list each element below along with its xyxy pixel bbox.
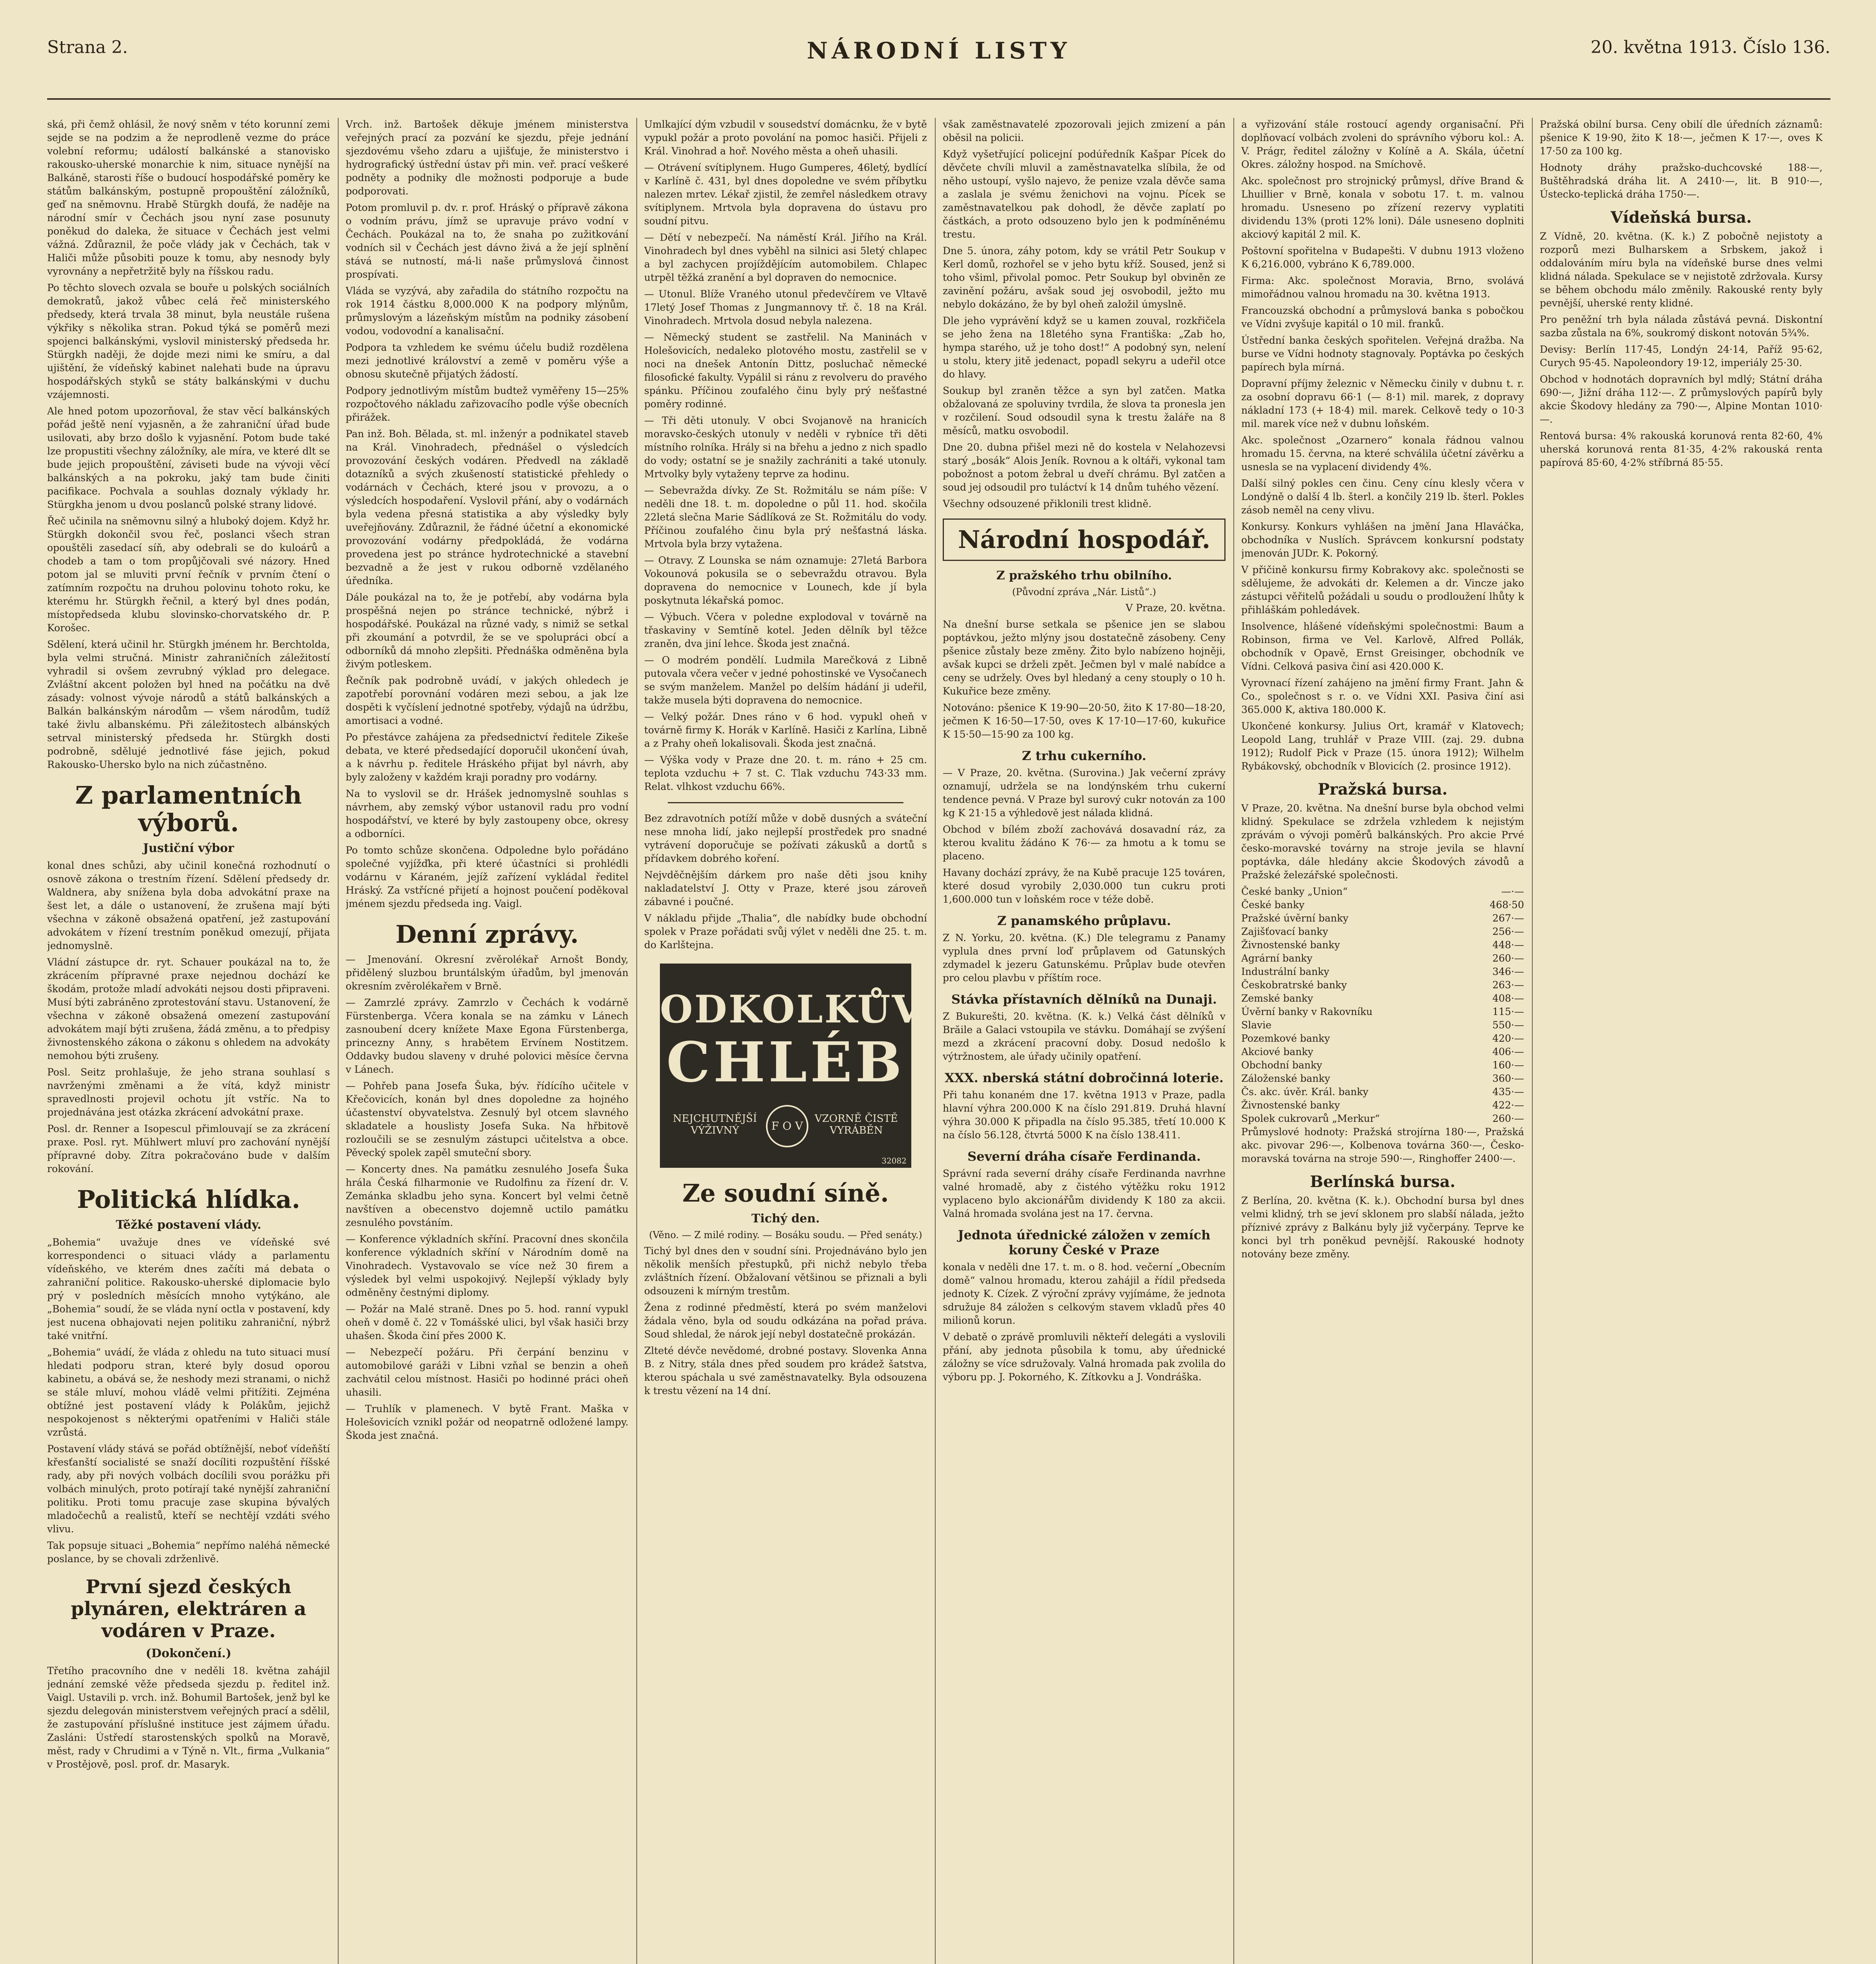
article-paragraph: Na to vyslovil se dr. Hrášek jednomyslně souhlas s návrhem, aby zemský výbor ustanovil radu pro vodní hospodářství, ve které by byly zastoupeny obce, okresy a odborníci. [346, 788, 628, 839]
bursa-price: 448·— [1492, 939, 1524, 951]
bursa-security-name: České banky [1241, 899, 1304, 911]
article-paragraph: Obchod v hodnotách dopravních byl mdlý; Státní dráha 690·—, Jižní dráha 112·—. Z průmyslových papírů byly akcie Škodovy hledány za 790·—, Alpine Montan 1010·—. [1540, 374, 1823, 425]
bursa-row [1241, 912, 1524, 925]
article-paragraph: — Pohřeb pana Josefa Šuka, býv. řídícího učitele v Křečovicích, konán byl dnes dopoledne za hojného účastenství obyvatelstva. Zesnulý byl otcem slavného skladatele a houslisty Josefa Suka. Na hřbitově rozloučili se se zesnulým zástupci učitelstva a obce. Pěvecký spolek zapěl smuteční sbory. [346, 1080, 628, 1158]
article-paragraph: Na dnešní burse setkala se pšenice jen se slabou poptávkou, ježto mlýny jsou dostatečně zásobeny. Ceny pšenice zůstaly beze změny. Žito bylo nabízeno hojněji, avšak kupci se drželi zpět. Ječmen byl v malé nabídce a ceny se udržely. Oves byl hledaný a ceny stouply o 10 h. Kukuřice beze změny. [943, 619, 1226, 697]
article-paragraph: — Truhlík v plamenech. V bytě Frant. Maška v Holešovicích vznikl požár od neopatrně odložené lampy. Škoda jest značná. [346, 1403, 628, 1441]
article-paragraph: — V Praze, 20. května. (Surovina.) Jak večerní zprávy oznamují, udržela se na londýnském trhu cukerní tendence pevná. V Praze byl surový cukr notován za 100 kg K 21·15 a výhledově jest nálada klidná. [943, 767, 1226, 819]
article-paragraph: Tak popsuje situaci „Bohemia“ nepřímo naléhá německé poslance, by se chovali zdrženlivě. [47, 1540, 330, 1565]
bursa-row [1241, 1099, 1524, 1112]
article-paragraph: — O modrém pondělí. Ludmila Marečková z Libně putovala včera večer v jedné pohostinské ve Vysočanech se svým manželem. Manžel po delším hádání ji udeřil, takže musela býti dopravena do nemocnice. [644, 654, 927, 706]
article-paragraph: Třetího pracovního dne v neděli 18. května zahájil jednání zemské věže předseda sjezdu p. ředitel inž. Vaigl. Ustavili p. vrch. inž. Bohumil Bartošek, jenž byl ke sjezdu delegován ministerstvem veřejných prací a sdělil, že zastupování příslušné instituce jest zájmem úřadu. Zasláni: Ústředí starostenských spolků na Moravě, měst, rady v Chrudimi a v Týně n. Vlt., firma „Vulkania“ v Prostějově, posl. prof. dr. Masaryk. [47, 1665, 330, 1770]
article-paragraph: Ale hned potom upozorňoval, že stav věcí balkánských pořád ještě není vyjasněn, a že zahraniční úřad bude usilovati, aby brzo došlo k vyjasnění. Potom bude také lze propustiti všechny záložníky, ale míra, ve které dlt se bude jejich propouštění, záviseti bude na vývoji věcí balkánských a na pokroku, jaký tam bude činiti pacifikace. Pochvala a souhlas doznaly výklady hr. Stürgkha jenom u dvou poslanců polské strany lidové. [47, 405, 330, 510]
bursa-row [1241, 885, 1524, 898]
article-paragraph: Řeč učinila na sněmovnu silný a hluboký dojem. Když hr. Stürgkh dokončil svou řeč, poslanci všech stran opouštěli zasedací síň, aby odebrali se do kuloárů a chodeb a tam o tom propůjčovali své názory. Hned potom jal se mluviti první řečník v prvním čtení o zatímním rozpočtu na druhou polovinu tohoto roku, ke kterému hr. Stürgkh řečnil, a který byl dnes podán, místopředseda klubu slovinsko-chorvatského dr. P. Korošec. [47, 515, 330, 634]
article-paragraph: konal dnes schůzi, aby učinil konečná rozhodnutí o osnově zákona o trestním řízení. Sdělení předsedy dr. Waldnera, aby snížena byla doba advokátní praxe na šest let, a dále o ustanovení, že zrušena mají býti všechna v zákoně obsažená opatření, jež zastupování advokátem v řízení trestním poněkud omezují, přijata jednomyslně. [47, 860, 330, 951]
section-heading-sjezd: První sjezd českých plynáren, elektráren a vodáren v Praze. [71, 1576, 306, 1642]
bursa-price: 260·— [1492, 1113, 1524, 1124]
bursa-row [1241, 1112, 1524, 1125]
article-paragraph: — Výška vody v Praze dne 20. t. m. ráno + 25 cm. teplota vzduchu + 7 st. C. Tlak vzduchu 743·33 mm. Relat. vlhkost vzduchu 66%. [644, 754, 927, 792]
article-paragraph: V Praze, 20. května. Na dnešní burse byla obchod velmi klidný. Spekulace se zdržela vzhledem k nejistým zprávám o vývoji poměrů balkánských. Pro akcie Prvé česko-moravské továrny na stroje jevila se hlavní poptávka, dále hledány akcie Škodových závodů a Pražské železářské společnosti. [1241, 802, 1524, 881]
bursa-price: 435·— [1492, 1086, 1524, 1097]
article-paragraph: — Dětí v nebezpečí. Na náměstí Král. Jiřího na Král. Vinohradech byl dnes vyběhl na silnici asi 5letý chlapec a byl zachycen projíždějícím automobilem. Chlapec utrpěl těžká zranění a byl dopraven do nemocnice. [644, 232, 927, 283]
article-paragraph: Postavení vlády stává se pořád obtížnější, neboť vídeňští křesťanští socialisté se snaží docíliti rozpuštění říšské rady, aby při nových volbách docílili svou porážku při volbách minulých, proto potírají také nynější zahraniční politiku. Proti tomu pracuje zase skupina bývalých mladočechů a realistů, kteří se nechtějí vzdáti svého vlivu. [47, 1443, 330, 1535]
bursa-row [1241, 938, 1524, 952]
article-paragraph: Podpora ta vzhledem ke svému účelu budiž rozdělena mezi jednotlivé království a země v poměru výše a obnosu skutečně přijatých žádostí. [346, 342, 628, 380]
article-paragraph: Obchod v bílém zboží zachovává dosavadní ráz, za kterou kvalitu žádáno K 76·— za hmotu a k tomu se placeno. [943, 824, 1226, 862]
article-paragraph: Firma: Akc. společnost Moravia, Brno, svolává mimořádnou valnou hromadu na 30. května 1913. [1241, 275, 1524, 300]
bursa-security-name: Zemské banky [1241, 993, 1313, 1004]
subheading: Justiční výbor [143, 841, 234, 855]
bursa-security-name: Pražské úvěrní banky [1241, 912, 1348, 924]
page-header [47, 37, 1830, 81]
bursa-row [1241, 1072, 1524, 1085]
masthead-title: NÁRODNÍ LISTY [807, 37, 1071, 64]
article-paragraph: Všechny odsouzené přiklonili trest klidně. [943, 498, 1152, 509]
subheading: Z trhu cukerního. [1022, 748, 1147, 763]
article-paragraph: Francouzská obchodní a průmyslová banka s pobočkou ve Vídni zvyšuje kapitál o 10 mil. franků. [1241, 305, 1524, 330]
article-paragraph: Správní rada severní dráhy císaře Ferdinanda navrhne valné hromadě, aby z čistého výtěžku roku 1912 vyplaceno bylo akcionářům dividendy K 180 za akcii. Valná hromada svolána jest na 17. června. [943, 1168, 1226, 1219]
article-paragraph: Vrch. inž. Bartošek děkuje jménem ministerstva veřejných prací za pozvání ke sjezdu, přeje jednání sjezdovému všeho zdaru a ujišťuje, že ministerstvo i hydrografický ústřední ústav při min. veř. prací veškeré podněty a podniky dle možnosti podporuje a bude podporovati. [346, 119, 628, 197]
article-paragraph: Dle jeho vyprávění když se u kamen zouval, rozkřičela se jeho žena na 18letého syna Františka: „Zab ho, hympa starého, už je toho dost!“ A podobný syn, nelení u stolu, ktery jitě jedenact, popadl sekyru a udeřil otce do hlavy. [943, 315, 1226, 380]
article-paragraph: Tichý byl dnes den v soudní síni. Projednáváno bylo jen několik menších přestupků, při nichž nebylo třeba zvláštních řízení. Obžalovaní většinou se přiznali a byli odsouzeni k mírným trestům. [644, 1245, 927, 1297]
ad-product: CHLÉB [666, 1030, 905, 1095]
article-paragraph: Bez zdravotních potíží může v době dusných a sváteční nese mnoha lidí, jako nejlepší prostředek pro snadné vytrávení doporučuje se požívati zákusků a dortů s přídavkem dobrého koření. [644, 813, 927, 864]
article-paragraph: V přičině konkursu firmy Kobrakovy akc. společnosti se sdělujeme, že advokáti dr. Kelemen a dr. Vincze jako zástupci věřitelů požádali u soudu o prodloužení lhůty k přihláškám pohledávek. [1241, 564, 1524, 616]
column-1 [47, 118, 330, 1964]
article-paragraph: Další silný pokles cen činu. Ceny cínu klesly včera v Londýně o další 4 lb. šterl. a končily 219 lb. šterl. Pokles zásob neměl na ceny vlivu. [1241, 478, 1524, 516]
column-6 [1540, 118, 1823, 1964]
column-divider [1532, 118, 1533, 1964]
subheading-berlinska-bursa: Berlínská bursa. [1310, 1173, 1456, 1191]
bursa-row [1241, 898, 1524, 912]
article-paragraph: Vyrovnací řízení zahájeno na jmění firmy Frant. Jahn & Co., společnost s r. o. ve Vídni XXI. Pasiva činí asi 365.000 K, aktiva 180.000 K. [1241, 677, 1524, 715]
article-paragraph: a vyřizování stále rostoucí agendy organisační. Při doplňovací volbách zvoleni do správního výboru kol.: A. V. Prágr, ředitel záložny v Kolíně a A. Skála, účetní Okres. záložny hospod. na Smíchově. [1241, 119, 1524, 170]
section-heading-denni-zpravy: Denní zprávy. [395, 920, 579, 949]
section-box [943, 518, 1226, 561]
bursa-security-name: Akciové banky [1241, 1046, 1314, 1057]
article-paragraph: Soukup byl zraněn těžce a syn byl zatčen. Matka obžalovaná ze spoluviny tvrdila, že slova ta pronesla jen v rozčilení. Soud odsoudil syna k trestu žaláře na 8 měsíců, matku osvobodil. [943, 385, 1226, 436]
bursa-row [1241, 1032, 1524, 1045]
bursa-row [1241, 925, 1524, 938]
article-paragraph: Z Berlína, 20. května (K. k.). Obchodní bursa byl dnes velmi klidný, trh se jeví sklonem pro slabší nálada, ježto příznivé zprávy z Balkánu byly již vyčerpány. Teprve ke konci byl trh poněkud pevnější. Rakouské hodnoty notovány beze změny. [1241, 1195, 1524, 1260]
article-paragraph: Pan inž. Boh. Bělada, st. ml. inženýr a podnikatel staveb na Král. Vinohradech, přednášel o výsledcích provozování českých vodáren. Předvedl na základě dotazníků a svých zkušeností statistické přehledy o vodárnách v Čechách, které jsou v provozu, a o výsledcích hospodaření. Vyslovil přání, aby o vodárnách byla vedena přesná statistika a aby výsledky byly uveřejňovány. Zdůraznil, že řádné účetní a ekonomické provozování vodárny předpokládá, že vodárna provedena jest po stránce hydrotechnické a stavební bezvadně a že jest v rukou odborně vzdělaného úředníka. [346, 428, 628, 586]
bursa-price: 408·— [1492, 993, 1524, 1004]
article-paragraph: Po tomto schůze skončena. Odpoledne bylo pořádáno společné vyjížďka, při které účastníci si prohlédli vodárnu v Káraném, jejíž zařízení vykládal ředitel Hráský. Za vstřícné přijetí a hojnost poučení poděkoval jménem sjezdu předseda ing. Vaigl. [346, 845, 628, 909]
article-paragraph: Z Bukurešti, 20. května. (K. k.) Velká část dělníků v Brăile a Galaci vstoupila ve stávku. Domáhají se zvýšení mezd a zkrácení pracovní doby. Dosud nedošlo k výtržnostem, ale úřady učinily opatření. [943, 1011, 1226, 1062]
article-paragraph: Při tahu konaném dne 17. května 1913 v Praze, padla hlavní výhra 200.000 K na číslo 291.819. Druhá hlavní výhra 30.000 K připadla na číslo 95.385, třetí 10.000 K na číslo 56.128, čtvrtá 5000 K na číslo 138.411. [943, 1089, 1226, 1141]
article-paragraph: — Konference výkladních skříní. Pracovní dnes skončila konference výkladních skříní v Národním domě na Vinohradech. Vystavovalo se více než 30 firem a výsledek byl velmi uspokojivý. Nejlepší výklady byly odměněny čestnými diplomy. [346, 1233, 628, 1298]
subheading: XXX. nberská státní dobročinná loterie. [944, 1070, 1224, 1085]
article-paragraph: Devisy: Berlín 117·45, Londýn 24·14, Paříž 95·62, Curych 95·45. Napoleondory 19·12, imperiály 25·30. [1540, 344, 1823, 368]
separator [668, 802, 903, 803]
bursa-security-name: Industrální banky [1241, 966, 1330, 977]
ad-emblem-icon [766, 1105, 808, 1147]
issue-date: 20. května 1913. Číslo 136. [1590, 37, 1830, 57]
bursa-price: 420·— [1492, 1033, 1524, 1044]
bursa-row [1241, 1045, 1524, 1059]
article-paragraph: Insolvence, hlášené vídeňskými společnostmi: Baum a Robinson, firma ve Vel. Karlově, Alfred Pollák, obchodník v Opavě, Ernst Greisinger, obchodník ve Vídni. Celková pasiva činí asi 420.000 K. [1241, 621, 1524, 672]
article-paragraph: — Zamrzlé zprávy. Zamrzlo v Čechách k vodárně Fürstenberga. Včera konala se na zámku v Lánech zasnoubení dcery knížete Maxe Egona Fürstenberga, princezny Anny, s hrabětem Ervínem Nostitzem. Oddavky budou slaveny v druhé polovici měsíce června v Lánech. [346, 997, 628, 1075]
ad-brand: ODKOLKŮV [660, 987, 923, 1031]
article-paragraph: Dne 5. února, záhy potom, kdy se vrátil Petr Soukup v Kerl domů, rozhořel se v jeho bytu kříž. Soused, jenž si toho všiml, přivolal pomoc. Petr Soukup byl obviněn ze zavinění požáru, avšak soud jej osvobodil, ježto mu nebylo dokázáno, že by byl oheň založil úmyslně. [943, 245, 1226, 310]
bursa-price: 160·— [1492, 1059, 1524, 1071]
article-paragraph: Akc. společnost pro strojnický průmysl, dříve Brand & Lhuillier v Brně, konala v sobotu 17. t. m. valnou hromadu. Usneseno po zřízení rezervy vyplatiti dividendu 13% (proti 12% loni). Dále usneseno doplniti akciový kapitál 2 mil. K. [1241, 175, 1524, 240]
subheading-videnska-bursa: Vídeňská bursa. [1610, 208, 1752, 227]
article-paragraph: Hodnoty dráhy pražsko-duchcovské 188·—, Buštěhradská dráha lit. A 2410·—, lit. B 910·—, Ústecko-teplická dráha 1750·—. [1540, 162, 1823, 200]
bursa-price: 256·— [1492, 926, 1524, 937]
column-4 [943, 118, 1226, 1964]
article-paragraph: Poštovní spořitelna v Budapešti. V dubnu 1913 vloženo K 6,216.000, vybráno K 6,789.000. [1241, 245, 1524, 270]
ad-slogan-right: VZORNĚ ČISTĚ VYRÁBĚN [814, 1113, 898, 1136]
dateline: V Praze, 20. května. [1125, 602, 1226, 614]
article-paragraph: Vláda se vyzývá, aby zařadila do státního rozpočtu na rok 1914 částku 8,000.000 K na podpory mlýnům, průmyslovým a lázeňským místům na podniky zásobení vodou, vodovodní a kanalisační. [346, 285, 628, 337]
article-paragraph: — Sebevražda dívky. Ze St. Rožmitálu se nám píše: V neděli dne 18. t. m. dopoledne o půl 11. hod. skočila 22letá slečna Marie Sádlíková ze St. Rožmitálu do vody. Příčinou zoufalého činu byla prý nešťastná láska. Mrtvola byla brzy vytažena. [644, 485, 927, 550]
article-paragraph: Dále poukázal na to, že je potřebí, aby vodárna byla prospěšná nejen po stránce technické, nýbrž i hospodářské. Poukázal na různé vady, s nimiž se setkal při zkoumání a potvrdil, že se ve spolupráci obcí a odborníků dá mnoho zlepšiti. Přednáška odměněna byla živým potleskem. [346, 592, 628, 670]
ad-emblem-text: F O V [771, 1119, 803, 1132]
bursa-row [1241, 992, 1524, 1005]
article-paragraph: — Jmenování. Okresní zvěrolékař Arnošt Bondy, přidělený sluzbou bruntálským úřadům, byl jmenován okresním zvěrolékařem v Brně. [346, 954, 628, 992]
bursa-row [1241, 978, 1524, 992]
article-paragraph: Zlteté dévče nevědomé, drobné postavy. Slovenka Anna B. z Nitry, stála dnes před soudem pro krádež šatstva, kterou spáchala u své zaměstnavatelky. Byla odsouzena k trestu vězení na 14 dní. [644, 1345, 927, 1396]
article-paragraph: Dne 20. dubna přišel mezi ně do kostela v Nelahozevsi starý „bosák“ Alois Jeník. Rovnou a k oltáři, vykonal tam pobožnost a potom žebral u dveří chrámu. Byl zatčen a soud jej odsoudil pro tuláctví k 14 dnům tuhého vězení. [943, 442, 1226, 493]
article-paragraph: Pro peněžní trh byla nálada zůstává pevná. Diskontní sazba zůstala na 6%, soukromý diskont notován 5¾%. [1540, 314, 1823, 339]
article-paragraph: — Tři děti utonuly. V obci Svojanově na hranicích moravsko-českých utonuly v neděli v rybníce tři děti místního rolníka. Hrály si na břehu a jedno z nich spadlo do vody; ostatní se je snažily zachrániti a také utonuly. Mrtvolky byly vytaženy teprve za hodinu. [644, 415, 927, 480]
column-divider [636, 118, 637, 1964]
bursa-row [1241, 1085, 1524, 1099]
article-paragraph: Žena z rodinné předměstí, která po svém manželovi žádala věno, byla od soudu odkázána na pořad práva. Soud shledal, že nárok její nebyl dostatečně prokázán. [644, 1302, 927, 1340]
bursa-security-name: Živnostenské banky [1241, 939, 1340, 951]
bursa-row [1241, 952, 1524, 965]
bursa-security-name: Pozemkové banky [1241, 1033, 1330, 1044]
column-divider [1233, 118, 1234, 1964]
bursa-price: 260·— [1492, 953, 1524, 964]
bursa-security-name: Živnostenské banky [1241, 1099, 1340, 1111]
article-paragraph: Umlkající dým vzbudil v sousedství domácnku, že v bytě vypukl požár a proto povolání na pomoc hasiči. Přijeli z Král. Vinohrad a hoř. Nového města a oheň uhasili. [644, 119, 927, 157]
article-paragraph: Notováno: pšenice K 19·90—20·50, žito K 17·80—18·20, ječmen K 16·50—17·50, oves K 17·10—17·60, kukuřice K 15·50—15·90 za 100 kg. [943, 702, 1226, 740]
bursa-row [1241, 1059, 1524, 1072]
bursa-price: 115·— [1492, 1006, 1524, 1017]
bursa-row [1241, 1019, 1524, 1032]
article-paragraph: — Otrávení svítiplynem. Hugo Gumperes, 46letý, bydlící v Karlíně č. 431, byl dnes dopoledne ve svém příbytku nalezen mrtev. Lékař zjistil, že zemřel následkem otravy svítiplynem. Mrtvola byla dopravena do ústavu pro soudní pitvu. [644, 162, 927, 227]
article-paragraph: Posl. Seitz prohlašuje, že jeho strana souhlasí s navrženými změnami a že vítá, když ministr spravedlnosti projevil ochotu jít vstříc. Na to projednávána jest otázka zkrácení advokátní praxe. [47, 1066, 330, 1118]
bursa-security-name: Zajišťovací banky [1241, 926, 1328, 937]
bursa-table [1241, 885, 1524, 1125]
article-paragraph: Podpory jednotlivým místům budtež vyměřeny 15—25% rozpočtového nákladu zařizovacího podle výše obecních přirážek. [346, 385, 628, 423]
article-paragraph: „Bohemia“ uvažuje dnes ve vídeňské své korrespondenci o situaci vlády a parlamentu vídeňského, ve kterém dnes začíti má debata o zahraniční politice. Rakousko-uherské diplomacie bylo prý v posledních měsících mnoho vytýkáno, ale „Bohemia“ soudí, že se vláda nyní octla v postavení, kdy jest nucena obhajovati nejen politiku zahraniční, nýbrž také vnitřní. [47, 1237, 330, 1341]
article-paragraph: — Utonul. Blíže Vraného utonul předevčírem ve Vltavě 17letý Josef Thomas z Jungmannovy tř. č. 18 na Král. Vinohradech. Mrtvola dosud nebyla nalezena. [644, 288, 927, 326]
article-paragraph: Sdělení, která učinil hr. Stürgkh jménem hr. Berchtolda, byla velmi stručná. Ministr zahraničních záležitostí vyhradil si ovšem zevrubný výklad pro delegace. Zvláštní akcent položen byl hned na počátku na dvě zásady: volnost vývoje národů a států balkánských a Balkán balkánským národům — všem národům, tudíž také živlu albanskému. Při záležitostech albánských setrval ministerský předseda hr. Stürgkh dosti podrobně, sdělujé jednotlivé fáse jejich, pokud Rakousko-Uhersko bylo na nich zúčastněno. [47, 639, 330, 770]
article-paragraph: Nejvděčnějším dárkem pro naše děti jsou knihy nakladatelství J. Otty v Praze, které jsou zároveň zábavné i poučné. [644, 869, 927, 907]
bursa-security-name: České banky „Union“ [1241, 886, 1348, 897]
subheading: Z pražského trhu obilního. [996, 569, 1172, 583]
bursa-security-name: Českobratrské banky [1241, 979, 1347, 991]
article-paragraph: Z Vídně, 20. května. (K. k.) Z pobočně nejistoty a rozporů mezi Bulharskem a Srbskem, jakož i oddalováním míru byla na vídeňské burse dnes velmi klidná nálada. Spekulace se v nejistotě zdržovala. Kursy se během obchodu málo změnily. Rakouské renty byly pevnější, uherské renty klidné. [1540, 231, 1823, 309]
bursa-security-name: Spolek cukrovarů „Merkur“ [1241, 1113, 1380, 1124]
bursa-price: 422·— [1492, 1099, 1524, 1111]
article-paragraph: Z N. Yorku, 20. května. (K.) Dle telegramu z Panamy vyplula dnes první loď průplavem od Gatunských zdymadel k jezeru Gatunskému. Průplav bude otevřen pro celou plavbu v příštím roce. [943, 932, 1226, 984]
article-paragraph: Potom promluvil p. dv. r. prof. Hráský o přípravě zákona o vodním právu, jímž se upravuje právo vodní v Čechách. Poukázal na to, že snaha po zužitkování vodních sil v Čechách jest dávno živá a že její splnění stává se nutností, má-li naše průmyslová činnost prospívati. [346, 202, 628, 280]
article-paragraph: Řečník pak podrobně uvádí, v jakých ohledech je zapotřebí porovnání vodáren mezi sebou, a jak lze dospěti k vyčíslení jednotné spotřeby, výdajů na údržbu, amortisaci a vodné. [346, 675, 628, 726]
article-paragraph: — Německý student se zastřelil. Na Maninách v Holešovicích, nedaleko plotového mostu, zastřelil se v noci na dnešek Antonín Dittz, posluchač německé filosofické fakulty. Vypálil si ránu z revolveru do pravého spánku. Příčinou zoufalého činu byly prý nešťastné poměry rodinné. [644, 332, 927, 410]
article-paragraph: Rentová bursa: 4% rakouská korunová renta 82·60, 4% uherská korunová renta 81·35, 4·2% rakouská renta papírová 85·60, 4·2% stříbrná 85·55. [1540, 430, 1823, 468]
column-divider [338, 118, 339, 1964]
header-rule [47, 98, 1830, 100]
odkolek-bread-advertisement [660, 964, 923, 1168]
article-paragraph: Konkursy. Konkurs vyhlášen na jmění Jana Hlaváčka, obchodníka v Nuslích. Správcem konkursní podstaty jmenován JUDr. K. Pokorný. [1241, 521, 1524, 559]
article-paragraph: však zaměstnavatelé zpozorovali jejich zmizení a pán oběsil na policii. [943, 119, 1226, 143]
article-paragraph: Ústřední banka českých spořitelen. Veřejná dražba. Na burse ve Vídni hodnoty stagnovaly. Poptávka po českých papírech byla mírná. [1241, 335, 1524, 373]
column-3 [644, 118, 927, 1964]
bursa-price: —·— [1501, 886, 1524, 897]
subheading: Z panamského průplavu. [997, 913, 1171, 928]
bursa-price: 550·— [1492, 1019, 1524, 1031]
column-5 [1241, 118, 1524, 1964]
article-paragraph: konala v neděli dne 17. t. m. o 8. hod. večerní „Obecním domě“ valnou hromadu, kterou zahájil a řídil předseda jednoty K. Cízek. Z výroční zprávy vyjímáme, že jednota sdružuje 84 záložen s celkovým stavem vkladů přes 40 milionů korun. [943, 1261, 1226, 1326]
bursa-security-name: Úvěrní banky v Rakovníku [1241, 1006, 1373, 1017]
article-paragraph: Po těchto slovech ozvala se bouře u polských sociálních demokratů, jakož vůbec celá řeč ministerského předsedy, která trvala 38 minut, byla neustále rušena výkřiky s několika stran. Pokud týká se poměrů mezi spojenci balkánskými, vyslovil ministerský předseda hr. Stürgkh naději, že dojde mezi nimi ke smíru, a dal ujištění, že vídeňský kabinet nalehati bude na úpravu hospodářských styků se státy balkánskými v duchu vzájemnosti. [47, 282, 330, 400]
subheading: Těžké postavení vlády. [115, 1218, 262, 1232]
article-paragraph: „Bohemia“ uvádí, že vláda z ohledu na tuto situaci musí hledati podporu stran, které byly dosud oporou kabinetu, a obává se, že neshody mezi stranami, o nichž se stále mluví, mohou vládě velmi přitížiti. Zejména obtížné jest postavení vlády k Polákům, jejichž nespokojenost s některými opatřeními v Haliči stále vzrůstá. [47, 1347, 330, 1438]
ad-slogan-left: NEJCHUTNĚJŠÍ VÝŽIVNÝ [672, 1113, 757, 1136]
subheading: Jednota úřednické záložen v zemích koruny České v Praze [958, 1228, 1211, 1257]
article-paragraph: — Otravy. Z Lounska se nám oznamuje: 27letá Barbora Vokounová pokusila se o sebevraždu otravou. Byla dopravena do nemocnice v Lounech, kde jí byla poskytnuta lékařská pomoc. [644, 555, 927, 606]
article-paragraph: Ukončené konkursy. Julius Ort, kramář v Klatovech; Leopold Lang, truhlář v Praze VIII. (zaj. 29. dubna 1912); Rudolf Pick v Praze (15. února 1912); Wilhelm Rybákovský, obchodník v Blovicích (2. prosince 1912). [1241, 720, 1524, 772]
article-paragraph: Po přestávce zahájena za předsednictví ředitele Zikeše debata, ve které předsedající doporučil ukončení úvah, a k návrhu p. ředitele Hráského přijat byl návrh, aby byly založeny v každém kraji poradny pro vodárny. [346, 731, 628, 783]
bursa-price: 360·— [1492, 1073, 1524, 1084]
subheading: Stávka přístavních dělníků na Dunaji. [951, 992, 1217, 1007]
page-number: Strana 2. [47, 37, 128, 57]
bursa-security-name: Záloženské banky [1241, 1073, 1330, 1084]
subheading: Severní dráha císaře Ferdinanda. [967, 1149, 1201, 1164]
article-paragraph: ská, při čemž ohlásil, že nový sněm v této korunní zemi sejde se na podzim a že neprodleně vezme do práce volební reformu; událostí balkánské a stanovisko rakousko-uherské monarchie k nim, situace nynější na Balkáně, starosti říše o budoucí hospodářské poměry ke státům balkánským, postupně propouštění záložníků, geď na sněmovnu. Hrabě Stürgkh doufá, že naděje na národní smír v Čechách jsou nyní zase posunuty poněkud do daleka, že situace v Čechách jest velmi vážná. Zdůraznil, že poče vlády jak v Čechách, tak v Haliči může působiti pouze k tomu, aby nesnody byly vyrovnány a nepřetržitě byly na říšskou radu. [47, 119, 330, 277]
bursa-security-name: Agrární banky [1241, 953, 1313, 964]
article-paragraph: Dopravní příjmy železnic v Německu činily v dubnu t. r. za osobní dopravu 66·1 (— 8·1) mil. marek, z dopravy nákladní 173 (+ 18·4) mil. marek. Celkově tedy o 10·3 mil. marek více než v dubnu loňském. [1241, 378, 1524, 429]
column-divider [935, 118, 936, 1964]
article-paragraph: — Výbuch. Včera v poledne explodoval v továrně na třaskaviny v Semtíně kotel. Jeden dělník byl těžce zraněn, dva jiní lehce. Škoda jest značná. [644, 611, 927, 649]
article-paragraph: V nákladu přijde „Thalia“, dle nabídky bude obchodní spolek v Praze pořádati svůj výlet v neděli dne 25. t. m. do Karlštejna. [644, 912, 927, 951]
article-paragraph: Vládní zástupce dr. ryt. Schauer poukázal na to, že zkrácením přípravné praxe nejednou dochází ke škodám, protože mladí advokáti nejsou dosti připraveni. Musí býti zabráněno zprotestování stavu. Ustanovení, že všechna v zákoně obsažená omezení zastupování advokátem mají býti zrušena, žádá změnu, a to předpisy živnostenského zákona o zákonu s ohledem na advokáty nemohou býti zrušeny. [47, 956, 330, 1061]
bursa-security-name: Obchodní banky [1241, 1059, 1322, 1071]
article-paragraph: — Požár na Malé straně. Dnes po 5. hod. ranní vypukl oheň v domě č. 22 v Tomášské ulici, byl však hasiči brzy uhašen. Škoda činí přes 2000 K. [346, 1303, 628, 1341]
bursa-price: 468·50 [1489, 899, 1524, 911]
article-paragraph: — Velký požár. Dnes ráno v 6 hod. vypukl oheň v továrně firmy K. Horák v Karlíně. Hasiči z Karlína, Libně a z Prahy oheň lokalisovali. Škoda jest značná. [644, 711, 927, 749]
bursa-table-body [1241, 885, 1524, 1125]
section-heading-politicka-hlidka: Politická hlídka. [77, 1185, 300, 1214]
section-heading-soudni-sin: Ze soudní síně. [682, 1179, 889, 1207]
bursa-price: 346·— [1492, 966, 1524, 977]
subheading: (Dokončení.) [145, 1647, 232, 1660]
bursa-security-name: Čs. akc. úvěr. Král. banky [1241, 1086, 1369, 1097]
bursa-security-name: Slavie [1241, 1019, 1271, 1031]
article-paragraph: V debatě o zprávě promluvili někteří delegáti a vyslovili přání, aby jednota působila k tomu, aby úřednické záložny se více sdružovaly. Valná hromada pak zvolila do výboru pp. J. Pokorného, K. Zítkovku a J. Vondráška. [943, 1331, 1226, 1383]
article-paragraph: Akc. společnost „Ozarnero“ konala řádnou valnou hromadu 15. června, na které schválila účetní závěrku a usnesla se na vyplacení dividendy 4%. [1241, 434, 1524, 473]
bursa-price: 267·— [1492, 912, 1524, 924]
bursa-row [1241, 965, 1524, 978]
section-heading-narodni-hospodar: Národní hospodář. [958, 525, 1211, 554]
subheading: Tichý den. [751, 1212, 820, 1226]
subheading-prazska-bursa: Pražská bursa. [1317, 780, 1448, 799]
ad-number: 32082 [881, 1156, 907, 1165]
article-paragraph: Posl. dr. Renner a Isopescul přimlouvají se za zkrácení praxe. Posl. ryt. Mühlwert mluví pro zachování nynější přípravné doby. Zítra pokračováno bude v dalším rokování. [47, 1123, 330, 1174]
article-paragraph: — Koncerty dnes. Na památku zesnulého Josefa Šuka hrála Česká filharmonie ve Rudolfinu za řízení dr. V. Zemánka skladbu jeho syna. Koncert byl velmi četně navštíven a obecenstvo dojemně uctilo památku zesnulého povstáním. [346, 1163, 628, 1228]
article-paragraph: Pražská obilní bursa. Ceny obilí dle úředních záznamů: pšenice K 19·90, žito K 18·—, ječmen K 17·—, oves K 17·50 za 100 kg. [1540, 119, 1823, 157]
article-paragraph: Průmyslové hodnoty: Pražská strojírna 180·—, Pražská akc. pivovar 296·—, Kolbenova továrna 360·—, Česko-moravská továrna na stroje 590·—, Ringhoffer 2400·—. [1241, 1126, 1524, 1164]
bursa-price: 263·— [1492, 979, 1524, 991]
article-subtitle: (Věno. — Z milé rodiny. — Bosáku soudu. — Před senáty.) [649, 1229, 922, 1240]
bursa-row [1241, 1005, 1524, 1019]
section-heading-parlament: Z parlamentních výborů. [75, 781, 302, 837]
article-paragraph: Havany dochází zprávy, že na Kubě pracuje 125 továren, které dosud vyrobily 2,030.000 tun cukru proti 1,600.000 tun v loňském roce v téže době. [943, 867, 1226, 905]
bursa-price: 406·— [1492, 1046, 1524, 1057]
column-2 [346, 118, 628, 1964]
article-paragraph: — Nebezpečí požáru. Při čerpání benzinu v automobilové garáži v Libni vzňal se benzin a oheň zachvátil celou místnost. Hasiči po hodinné práci oheň uhasili. [346, 1347, 628, 1398]
article-source: (Původní zpráva „Nár. Listů“.) [1012, 586, 1156, 597]
article-paragraph: Když vyšetřující policejní podúředník Kašpar Pícek do děvčete chvíli mluvil a zaměstnavatelka slíbila, že od něho ustoupí, vyšlo najevo, že penize vzala děvče sama a zaslala je svému ženichovi na vojnu. Pícek se zaměstnavatelkou pak dohodl, že děvče zaplatí po částkách, a proto odsouzeno bylo jen k podmíněnému trestu. [943, 148, 1226, 240]
